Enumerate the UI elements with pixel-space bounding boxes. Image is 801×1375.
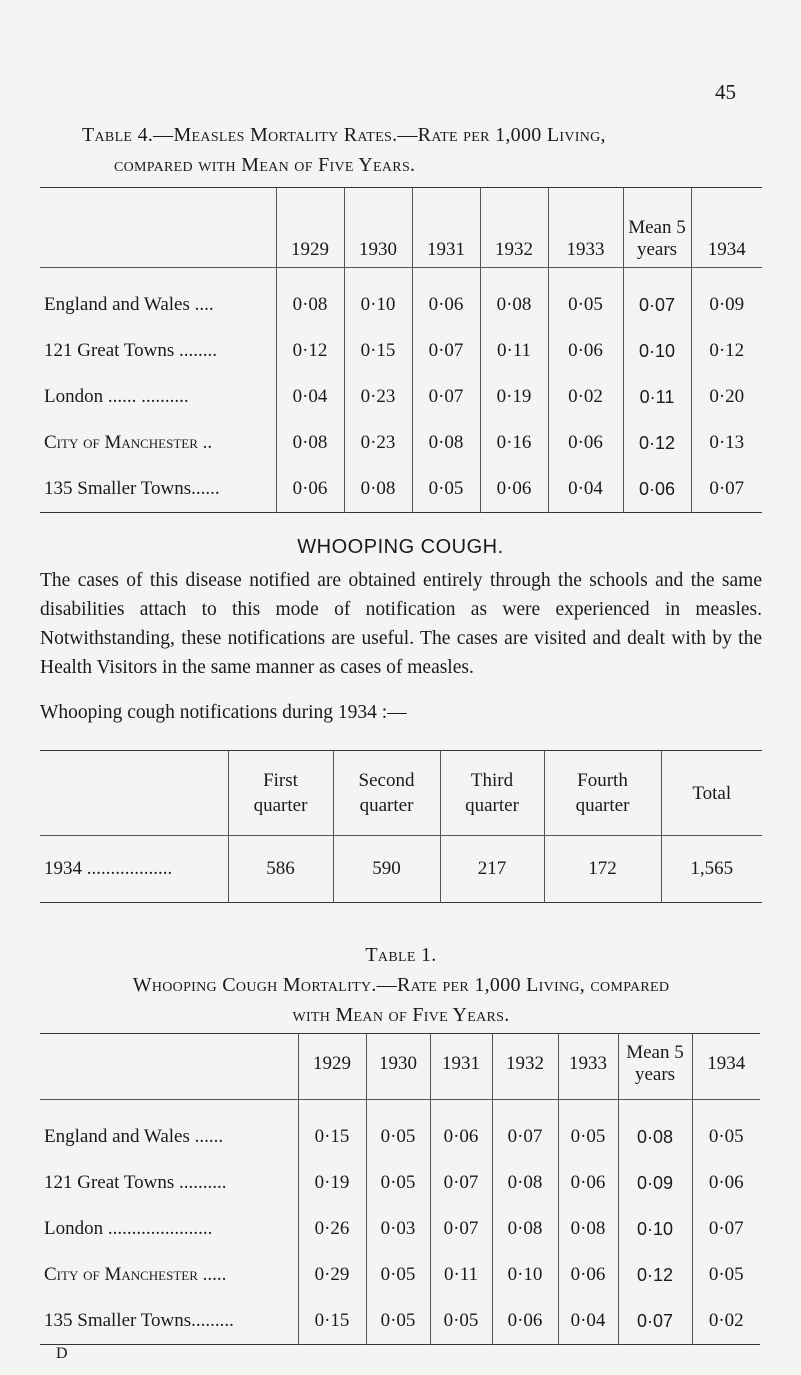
cell: 0·11 — [430, 1252, 492, 1298]
cell: 0·06 — [558, 1160, 618, 1206]
cell: 0·03 — [366, 1206, 430, 1252]
col-header: Total — [661, 751, 762, 836]
body-paragraph: The cases of this disease notified are obtained entirely through the schools and the same disabilities attach to this mode of notification as were experienced in measles. Notwithstanding, these notifications are useful. The cases are visited and dealt with by the Health Visitors in the same manner as cases of measles. — [40, 570, 762, 678]
cell: 0·13 — [691, 420, 762, 466]
cell: 586 — [228, 836, 333, 903]
table1-title-line3: with Mean of Five Years. — [292, 1004, 510, 1026]
cell: 0·23 — [344, 420, 412, 466]
cell: 0·26 — [298, 1206, 366, 1252]
cell: 0·05 — [366, 1298, 430, 1345]
cell: 0·06 — [548, 328, 623, 374]
table-row — [40, 466, 762, 513]
col-header: 1931 — [430, 1034, 492, 1100]
cell: 0·05 — [692, 1100, 760, 1161]
whooping-cough-mortality-table — [40, 1033, 760, 1345]
cell: 0·07 — [492, 1100, 558, 1161]
col-header: 1929 — [276, 188, 344, 268]
cell: 172 — [544, 836, 661, 903]
cell-mean: 0·06 — [623, 466, 691, 513]
cell: 0·02 — [548, 374, 623, 420]
table-row — [40, 328, 762, 374]
cell-mean: 0·08 — [618, 1100, 692, 1161]
cell: 0·06 — [276, 466, 344, 513]
cell: 0·08 — [344, 466, 412, 513]
cell: 0·19 — [298, 1160, 366, 1206]
row-label: City of Manchester .. — [44, 432, 213, 453]
table-row — [40, 420, 762, 466]
cell-mean: 0·11 — [623, 374, 691, 420]
cell: 0·07 — [691, 466, 762, 513]
cell: 0·05 — [558, 1100, 618, 1161]
cell: 0·12 — [691, 328, 762, 374]
cell: 0·07 — [430, 1206, 492, 1252]
cell: 0·04 — [558, 1298, 618, 1345]
cell: 590 — [333, 836, 440, 903]
measles-mortality-table — [40, 187, 762, 513]
cell: 1,565 — [661, 836, 762, 903]
row-label: 135 Smaller Towns...... — [44, 478, 220, 499]
table1-title-line2: Whooping Cough Mortality.—Rate per 1,000 Living, compared — [132, 974, 670, 996]
section-heading: WHOOPING COUGH. — [297, 536, 504, 558]
cell-mean: 0·10 — [618, 1206, 692, 1252]
table-row — [40, 1100, 760, 1161]
cell: 0·06 — [480, 466, 548, 513]
cell-mean: 0·09 — [618, 1160, 692, 1206]
header-blank — [40, 188, 276, 268]
footer-signature-letter: D — [56, 1345, 68, 1362]
notifications-table — [40, 750, 762, 903]
cell: 0·23 — [344, 374, 412, 420]
row-label: 135 Smaller Towns......... — [44, 1310, 234, 1331]
header-blank — [40, 751, 228, 836]
cell: 0·15 — [344, 328, 412, 374]
col-header: 1932 — [492, 1034, 558, 1100]
row-label: London ...... .......... — [44, 386, 189, 407]
header-blank — [40, 1034, 298, 1100]
cell: 0·07 — [692, 1206, 760, 1252]
cell: 0·08 — [558, 1206, 618, 1252]
cell: 0·05 — [412, 466, 480, 513]
col-header: 1931 — [412, 188, 480, 268]
cell: 0·05 — [692, 1252, 760, 1298]
cell: 0·06 — [558, 1252, 618, 1298]
col-header: 1934 — [691, 188, 762, 268]
col-header: 1932 — [480, 188, 548, 268]
cell: 0·02 — [692, 1298, 760, 1345]
cell: 0·06 — [412, 268, 480, 329]
cell: 0·10 — [344, 268, 412, 329]
cell: 0·08 — [492, 1160, 558, 1206]
cell: 0·09 — [691, 268, 762, 329]
cell: 0·06 — [548, 420, 623, 466]
table4-title-line1: Table 4.—Measles Mortality Rates.—Rate per 1,000 Living, — [82, 124, 606, 146]
table1-title-line1: Table 1. — [365, 944, 437, 966]
cell: 0·16 — [480, 420, 548, 466]
cell: 0·04 — [276, 374, 344, 420]
table-row — [40, 1252, 760, 1298]
col-header: 1930 — [366, 1034, 430, 1100]
cell: 0·08 — [492, 1206, 558, 1252]
row-label: 121 Great Towns ........ — [44, 340, 217, 361]
cell: 0·05 — [366, 1160, 430, 1206]
col-header: Fourth quarter — [544, 751, 661, 836]
cell: 0·05 — [430, 1298, 492, 1345]
cell-mean: 0·07 — [618, 1298, 692, 1345]
cell: 0·19 — [480, 374, 548, 420]
cell: 0·15 — [298, 1100, 366, 1161]
col-header: 1934 — [692, 1034, 760, 1100]
table4-title-line2: compared with Mean of Five Years. — [114, 154, 416, 176]
cell: 0·06 — [692, 1160, 760, 1206]
table-row — [40, 1206, 760, 1252]
cell: 0·07 — [430, 1160, 492, 1206]
cell: 217 — [440, 836, 544, 903]
cell-mean: 0·10 — [623, 328, 691, 374]
page-number: 45 — [715, 80, 736, 104]
col-header-mean: Mean 5 years — [618, 1034, 692, 1100]
cell-mean: 0·12 — [618, 1252, 692, 1298]
col-header: 1930 — [344, 188, 412, 268]
cell: 0·29 — [298, 1252, 366, 1298]
cell: 0·11 — [480, 328, 548, 374]
col-header: 1933 — [558, 1034, 618, 1100]
col-header-mean: Mean 5 years — [623, 188, 691, 268]
row-label: City of Manchester ..... — [44, 1264, 227, 1285]
cell: 0·05 — [366, 1252, 430, 1298]
cell: 0·07 — [412, 374, 480, 420]
cell: 0·07 — [412, 328, 480, 374]
table-row — [40, 268, 762, 329]
table-row — [40, 1298, 760, 1345]
cell: 0·06 — [492, 1298, 558, 1345]
table-row — [40, 374, 762, 420]
col-header: Third quarter — [440, 751, 544, 836]
cell: 0·06 — [430, 1100, 492, 1161]
row-label: England and Wales ...... — [44, 1126, 224, 1147]
cell: 0·05 — [548, 268, 623, 329]
row-label: 1934 .................. — [44, 858, 173, 879]
cell: 0·08 — [276, 420, 344, 466]
cell: 0·08 — [276, 268, 344, 329]
cell: 0·04 — [548, 466, 623, 513]
notifications-intro: Whooping cough notifications during 1934 :— — [40, 702, 407, 723]
cell: 0·08 — [480, 268, 548, 329]
cell: 0·15 — [298, 1298, 366, 1345]
cell: 0·08 — [412, 420, 480, 466]
cell-mean: 0·07 — [623, 268, 691, 329]
col-header: 1933 — [548, 188, 623, 268]
cell: 0·20 — [691, 374, 762, 420]
cell: 0·12 — [276, 328, 344, 374]
table-row — [40, 1160, 760, 1206]
table4-title — [82, 120, 762, 180]
col-header: 1929 — [298, 1034, 366, 1100]
table-row — [40, 836, 762, 903]
col-header: First quarter — [228, 751, 333, 836]
col-header: Second quarter — [333, 751, 440, 836]
row-label: London ...................... — [44, 1218, 213, 1239]
row-label: England and Wales .... — [44, 294, 214, 315]
cell: 0·10 — [492, 1252, 558, 1298]
row-label: 121 Great Towns .......... — [44, 1172, 227, 1193]
cell-mean: 0·12 — [623, 420, 691, 466]
table1-title — [40, 940, 762, 1030]
cell: 0·05 — [366, 1100, 430, 1161]
